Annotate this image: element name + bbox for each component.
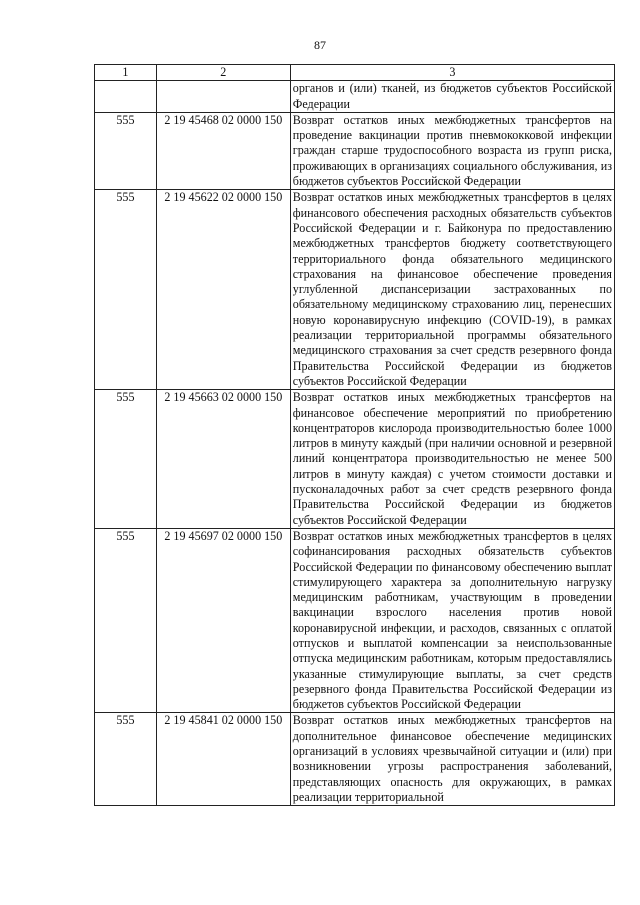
admin-code-cell: 555 [95,390,157,529]
admin-code-cell: 555 [95,713,157,806]
budget-code-cell: 2 19 45841 02 0000 150 [156,713,290,806]
budget-code-cell [156,81,290,113]
description-cell: Возврат остатков иных межбюджетных трансфертов на финансовое обеспечение мероприятий по приобретению концентраторов кислорода производительностью более 1000 литров в минуту каждый (при наличии основной и резервной линий концентратора производительностью не менее 500 литров в минуту каждая) с учетом стоимости доставки и пусконаладочных работ за счет средств резервного фонда Правительства Российской Федерации из бюджетов субъектов Российской Федерации [290,390,614,529]
budget-codes-table [94,64,615,806]
budget-code-cell: 2 19 45697 02 0000 150 [156,528,290,713]
table-row [95,190,615,390]
table-row [95,713,615,806]
admin-code-cell: 555 [95,528,157,713]
header-col-3: 3 [290,65,614,81]
header-row [95,65,615,81]
table-row [95,81,615,113]
description-cell: Возврат остатков иных межбюджетных трансфертов в целях софинансирования расходных обязательств субъектов Российской Федерации по финансовому обеспечению выплат стимулирующего характера за дополнительную нагрузку медицинским работникам, участвующим в проведении вакцинации взрослого населения против новой коронавирусной инфекции, и расходов, связанных с оплатой отпусков и выплатой компенсации за неиспользованные отпуска медицинским работникам, которым предоставлялись указанные стимулирующие выплаты, за счет средств резервного фонда Правительства Российской Федерации из бюджетов субъектов Российской Федерации [290,528,614,713]
budget-code-cell: 2 19 45468 02 0000 150 [156,112,290,189]
admin-code-cell [95,81,157,113]
table-row [95,112,615,189]
table-row [95,528,615,713]
header-col-1: 1 [95,65,157,81]
admin-code-cell: 555 [95,112,157,189]
description-cell: органов и (или) тканей, из бюджетов субъектов Российской Федерации [290,81,614,113]
table-row [95,390,615,529]
admin-code-cell: 555 [95,190,157,390]
header-col-2: 2 [156,65,290,81]
description-cell: Возврат остатков иных межбюджетных трансфертов на проведение вакцинации против пневмококковой инфекции граждан старше трудоспособного возраста из групп риска, проживающих в организациях социального обслуживания, из бюджетов субъектов Российской Федерации [290,112,614,189]
budget-code-cell: 2 19 45622 02 0000 150 [156,190,290,390]
page-number: 87 [314,38,326,52]
budget-code-cell: 2 19 45663 02 0000 150 [156,390,290,529]
table-header [95,65,615,81]
description-cell: Возврат остатков иных межбюджетных трансфертов на дополнительное финансовое обеспечение медицинских организаций в условиях чрезвычайной ситуации и (или) при возникновении угрозы распространения заболеваний, представляющих опасность для окружающих, в рамках реализации территориальной [290,713,614,806]
description-cell: Возврат остатков иных межбюджетных трансфертов в целях финансового обеспечения расходных обязательств субъектов Российской Федерации и г. Байконура по предоставлению межбюджетных трансфертов бюджету соответствующего территориального фонда обязательного медицинского страхования на финансовое обеспечение проведения углубленной диспансеризации застрахованных по обязательному медицинскому страхованию лиц, перенесших новую коронавирусную инфекцию (COVID-19), в рамках реализации территориальной программы обязательного медицинского страхования за счет средств резервного фонда Правительства Российской Федерации из бюджетов субъектов Российской Федерации [290,190,614,390]
table-body [95,81,615,806]
